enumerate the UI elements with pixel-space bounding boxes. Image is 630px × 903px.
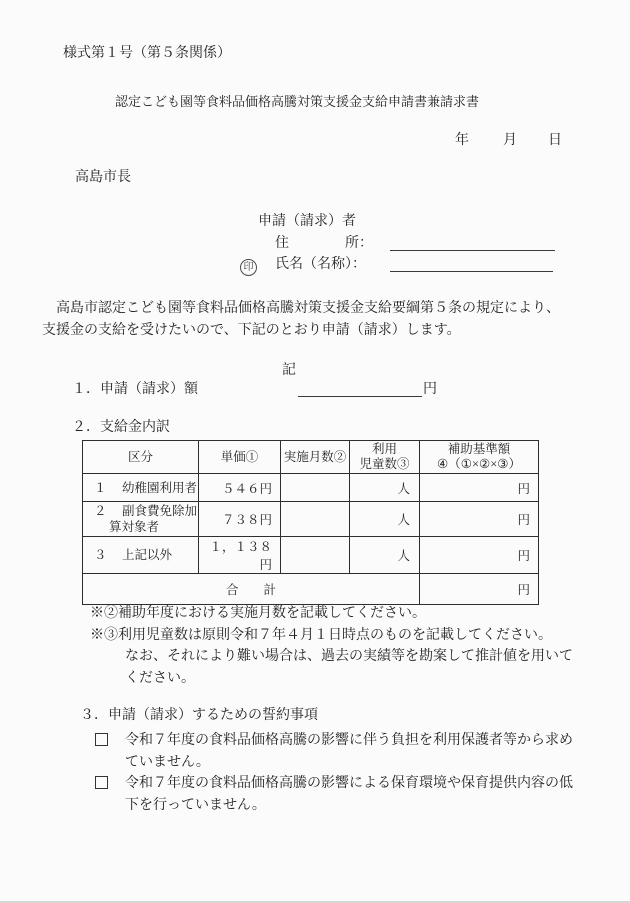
table-row (83, 502, 539, 537)
row2-children-cell[interactable]: 人 (350, 502, 420, 537)
pledge1-line-2: ていません。 (125, 754, 210, 770)
row3-category: ３ 上記以外 (83, 537, 199, 574)
row2-months-cell[interactable] (281, 502, 350, 537)
row2-unit-price: ７３８円 (199, 502, 281, 537)
date-month-label: 月 (503, 133, 517, 148)
row1-unit-price: ５４６円 (199, 474, 281, 502)
note-line-4: ください。 (125, 671, 195, 687)
address-label: 住 所： (275, 236, 373, 251)
date-day-label: 日 (548, 133, 562, 148)
row3-months-cell[interactable] (281, 537, 350, 574)
section1-label: １．申請（請求）額 (72, 382, 198, 397)
row1-months-cell[interactable] (281, 474, 350, 502)
body-line-1: 高島市認定こども園等食料品価格高騰対策支援金支給要綱第５条の規定により、 (42, 301, 560, 316)
date-year-label: 年 (455, 133, 469, 148)
header-category: 区分 (83, 441, 199, 474)
row1-amount-cell[interactable]: 円 (420, 474, 539, 502)
row1-children-cell[interactable]: 人 (350, 474, 420, 502)
row3-children-cell[interactable]: 人 (350, 537, 420, 574)
row3-unit-price: １，１３８円 (199, 537, 281, 574)
pledge-item (95, 730, 573, 773)
pledge1-line-1: 令和７年度の食料品価格高騰の影響に伴う負担を利用保護者等から求め (125, 733, 573, 748)
row3-amount-cell[interactable]: 円 (420, 537, 539, 574)
name-label: 氏名（名称）： (275, 257, 366, 272)
date-line (455, 133, 562, 149)
amount-unit: 円 (423, 382, 437, 397)
pledge2-checkbox[interactable] (95, 776, 108, 789)
amount-input-line[interactable] (298, 382, 422, 397)
pledge-item (95, 773, 573, 816)
section3-label: ３．申請（請求）するための誓約事項 (80, 708, 318, 723)
note-line-2: ※③利用児童数は原則令和７年４月１日時点のものを記載してください。 (90, 627, 552, 643)
row2-amount-cell[interactable]: 円 (420, 502, 539, 537)
pledge2-line-1: 令和７年度の食料品価格高騰の影響による保育環境や保育提供内容の低 (125, 776, 573, 791)
name-input-line[interactable] (390, 257, 553, 272)
row1-category: １ 幼稚園利用者 (83, 474, 199, 502)
note-line-3: なお、それにより難い場合は、過去の実績等を勘案して推計値を用いて (125, 649, 573, 665)
address-input-line[interactable] (390, 236, 555, 251)
form-number: 様式第１号（第５条関係） (63, 46, 231, 61)
header-subsidy: 補助基準額 ④（①×②×③） (420, 441, 539, 474)
body-paragraph (42, 298, 598, 341)
total-amount-cell[interactable]: 円 (420, 574, 539, 605)
addressee: 高島市長 (75, 170, 131, 185)
header-unit-price: 単価① (199, 441, 281, 474)
seal-stamp-icon: 印 (240, 259, 257, 276)
section1-amount-row (0, 382, 630, 400)
section2-label: ２．支給金内訳 (72, 420, 170, 435)
document-title: 認定こども園等食料品価格高騰対策支援金支給申請書兼請求書 (114, 94, 479, 109)
pledge1-checkbox[interactable] (95, 733, 108, 746)
total-label: 合 計 (83, 574, 420, 605)
body-line-2: 支援金の支給を受けたいので、下記のとおり申請（請求）します。 (42, 322, 461, 338)
record-marker: 記 (282, 363, 296, 378)
row2-category: ２ 副食費免除加算対象者 (83, 502, 199, 537)
pledge2-line-2: 下を行っていません。 (125, 797, 266, 813)
table-row (83, 537, 539, 574)
header-months: 実施月数② (281, 441, 350, 474)
applicant-block (243, 214, 568, 286)
header-children: 利用 児童数③ (350, 441, 420, 474)
notes-block (90, 603, 573, 690)
applicant-heading: 申請（請求）者 (258, 214, 356, 229)
note-line-1: ※②補助年度における実施月数を記載してください。 (90, 606, 426, 621)
table-total-row (83, 574, 539, 605)
table-row (83, 474, 539, 502)
table-header-row (83, 441, 539, 474)
breakdown-table (82, 440, 539, 605)
